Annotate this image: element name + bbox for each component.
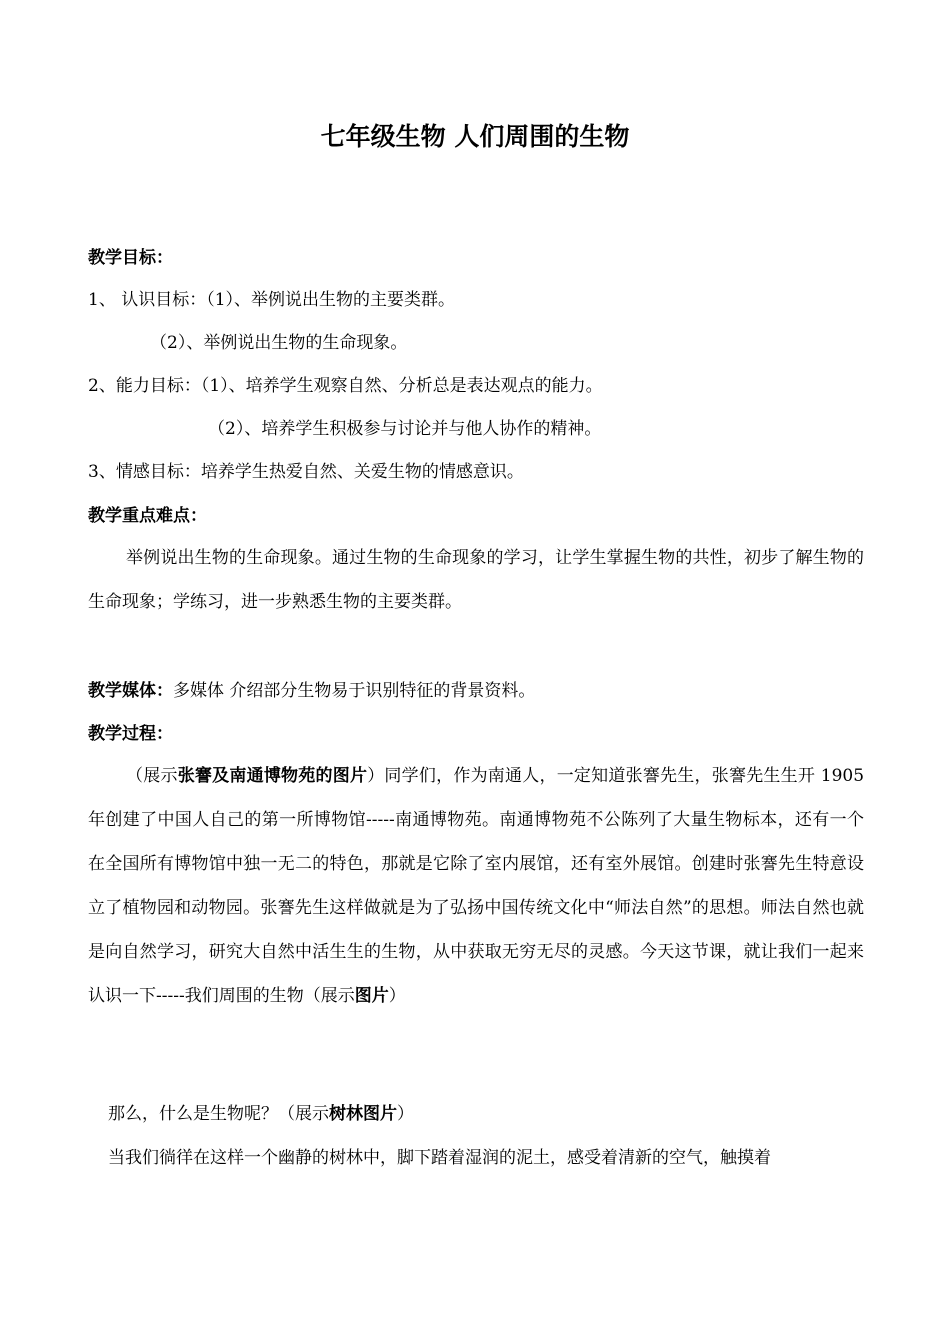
key-points-heading: 教学重点难点： [88,506,207,526]
objective-line-1: 1、 认识目标：（1）、举例说出生物的主要类群。 [88,290,456,310]
objective-line-5: 3、情感目标：培养学生热爱自然、关爱生物的情感意识。 [88,462,524,482]
process-p1-open: （展示 [126,766,178,786]
process-paragraph-1 [88,754,864,1018]
process-paragraph-2 [108,1102,414,1126]
objective-line-4: （2）、培养学生积极参与讨论并与他人协作的精神。 [208,419,602,439]
document-title: 七年级生物 人们周围的生物 [320,122,630,151]
process-p1-bold2: 图片 [354,986,389,1006]
process-p2-bold: 树林图片 [329,1104,397,1124]
process-paragraph-3: 当我们徜徉在这样一个幽静的树林中，脚下踏着湿润的泥土，感受着清新的空气，触摸着 [108,1148,771,1168]
media-line [88,679,535,703]
media-text: 多媒体 介绍部分生物易于识别特征的背景资料。 [173,681,536,701]
process-p2-end: ） [397,1104,414,1124]
media-heading: 教学媒体： [88,681,173,701]
process-p1-rest: ）同学们，作为南通人，一定知道张謇先生，张謇先生生开 1905 年创建了中国人自己的第一所博物馆-----南通博物苑。南通博物苑不公陈列了大量生物标本，还有一个在全国所有博物馆中独一无二的特色，那就是它除了室内展馆，还有室外展馆。创建时张謇先生特意设立了植物园和动物园。张謇先生这样做就是为了弘扬中国传统文化中“师法自然”的思想。师法自然也就是向自然学习，研究大自然中活生生的生物，从中获取无穷无尽的灵感。今天这节课，就让我们一起来认识一下-----我们周围的生物（展示 [88,766,865,1006]
process-heading: 教学过程： [88,724,173,744]
process-p2-open: 那么，什么是生物呢？（展示 [108,1104,329,1124]
key-points-text: 举例说出生物的生命现象。通过生物的生命现象的学习，让学生掌握生物的共性，初步了解生物的生命现象；学练习，进一步熟悉生物的主要类群。 [88,548,864,612]
objectives-heading: 教学目标： [88,248,173,268]
process-p1-end: ） [388,986,406,1006]
process-p1-bold: 张謇及南通博物苑的图片 [177,766,368,786]
objective-line-3: 2、能力目标：（1）、培养学生观察自然、分析总是表达观点的能力。 [88,376,603,396]
objective-line-2: （2）、举例说出生物的生命现象。 [150,333,408,353]
